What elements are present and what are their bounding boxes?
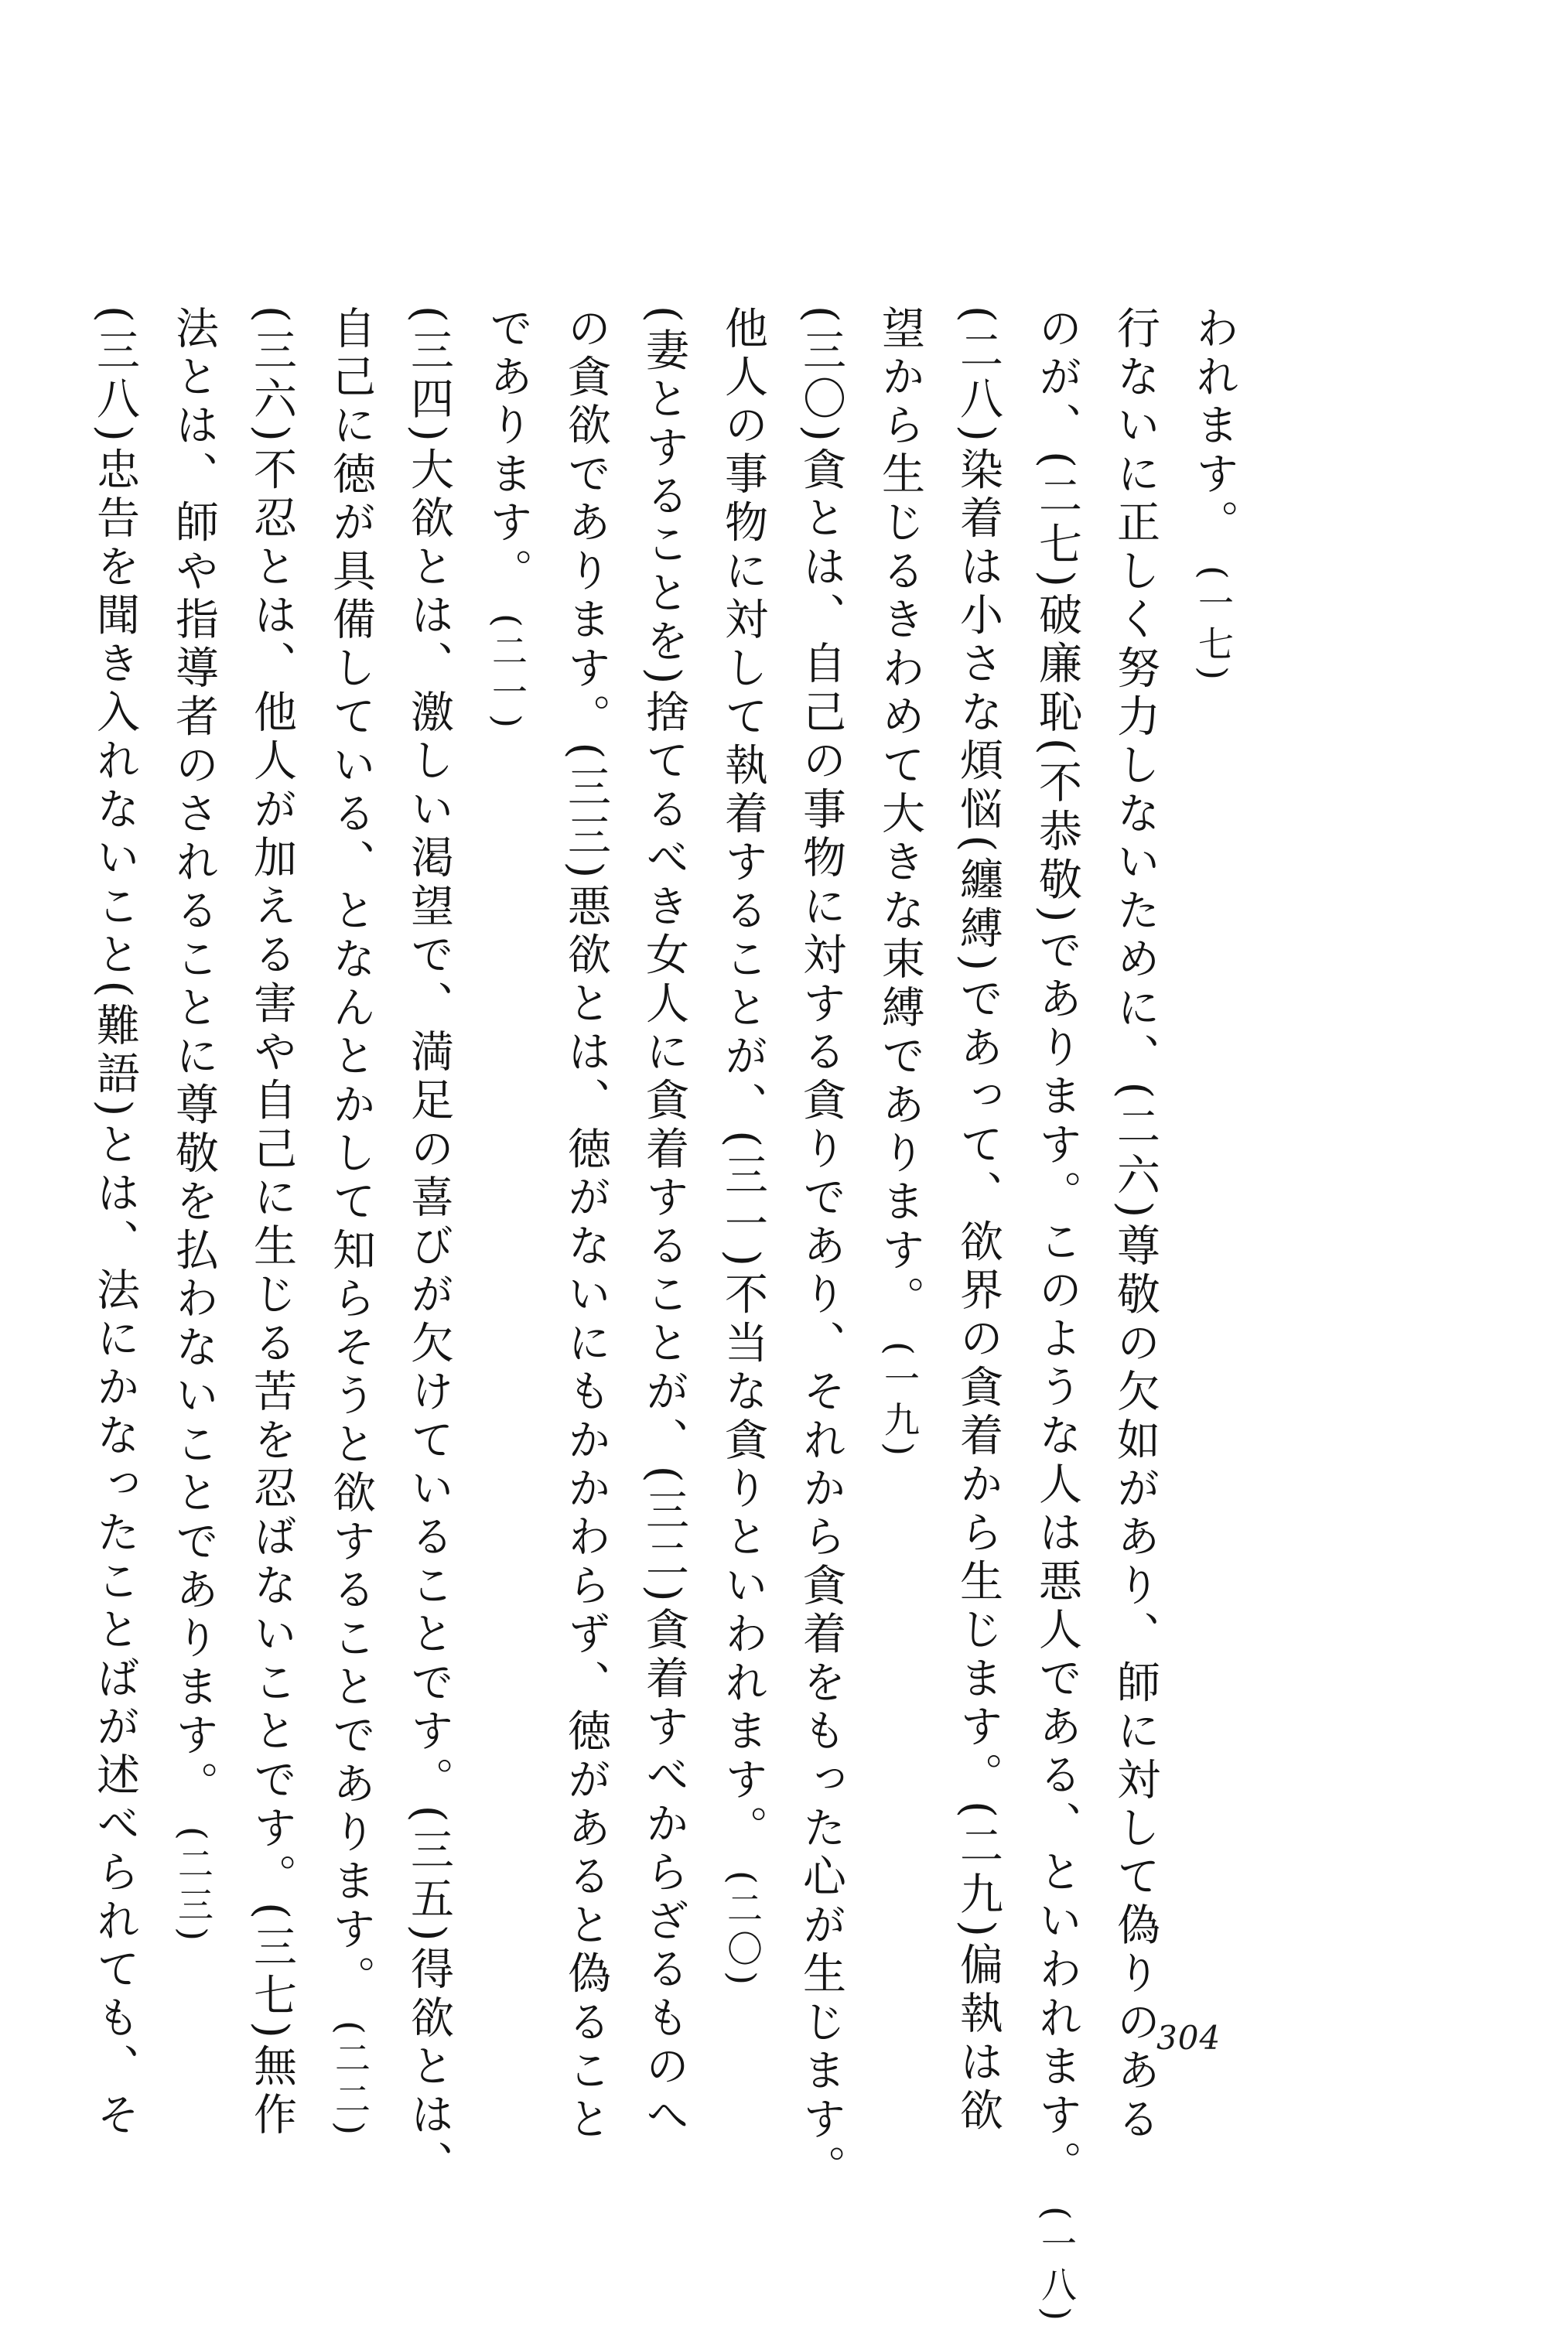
text-line: (三〇)貪とは、自己の事物に対する貪りであり、それから貪着をもった心が生じます。: [796, 306, 846, 2194]
note-reference: (二三): [173, 1826, 214, 1947]
text-line: われます。(一七): [1174, 306, 1253, 1891]
text-line: (妻とすることを)捨てるべき女人に貪着することが、(三二)貪着すべからざるものへ: [639, 306, 689, 2141]
text-line: 行ないに正しく努力しないために、(二六)尊敬の欠如があり、師に対して偽りのある: [1110, 306, 1160, 2145]
text-line: のが、(二七)破廉恥(不恭敬)であります。このような人は悪人である、といわれます。(一八): [1017, 306, 1096, 1891]
text-line: (三四)大欲とは、激しい渇望で、満足の喜びが欠けていることです。(三五)得欲とは、: [404, 306, 454, 2189]
text-line: 自己に徳が具備している、となんとかして知らそうと欲することであります。(二二): [311, 306, 390, 1891]
text-line: (二八)染着は小さな煩悩(纏縛)であって、欲界の貪着から生じます。(二九)偏執は欲: [953, 306, 1003, 2136]
text-line: (三六)不忍とは、他人が加える害や自己に生じる苦を忍ばないことです。(三七)無作: [247, 306, 297, 2141]
note-reference: (一九): [879, 1341, 921, 1461]
text-line: であります。(二一): [468, 306, 547, 1891]
text-line: 法とは、師や指導者のされることに尊敬を払わないことであります。(二三): [154, 306, 233, 1891]
text-line: 他人の事物に対して執着することが、(三一)不当な貪りといわれます。(二〇): [703, 306, 782, 1891]
text-line: の貪欲であります。(三三)悪欲とは、徳がないにもかかわらず、徳があると偽ること: [561, 306, 611, 2145]
page-number: 304: [1156, 2019, 1221, 2057]
note-reference: (二一): [487, 613, 528, 734]
note-reference: (二〇): [722, 1870, 764, 1991]
text-line: (三八)忠告を聞き入れないこと(難語)とは、法にかなったことばが述べられても、そ: [90, 306, 140, 2141]
note-reference: (一七): [1193, 565, 1235, 685]
note-reference: (二二): [330, 2020, 371, 2140]
note-reference: (一八): [1036, 2205, 1078, 2326]
text-line: 望から生じるきわめて大きな束縛であります。(一九): [860, 306, 939, 1891]
